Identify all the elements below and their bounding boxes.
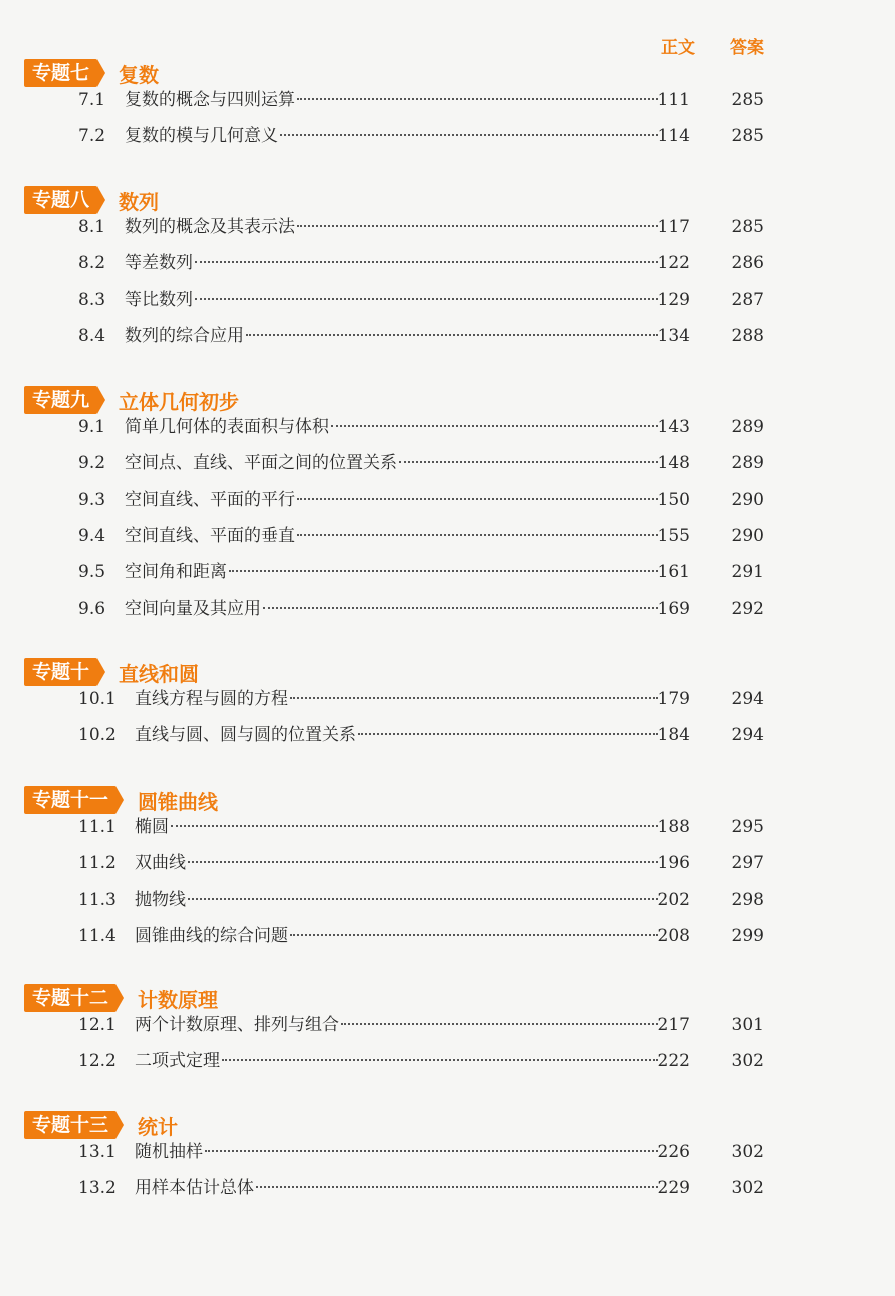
leader-dots xyxy=(297,97,658,100)
entry-title-wrap xyxy=(135,812,658,842)
section-title: 直线和圆 xyxy=(119,661,200,686)
leader-dots xyxy=(331,424,658,427)
entry-title-wrap xyxy=(135,1137,658,1167)
entry-title-wrap xyxy=(135,720,658,750)
entry-title: 空间直线、平面的垂直 xyxy=(125,525,295,546)
section-title: 圆锥曲线 xyxy=(138,789,219,814)
section-header xyxy=(24,385,239,415)
entry-answer-page: 286 xyxy=(731,253,764,274)
entry-title-wrap xyxy=(135,848,658,878)
entry-title: 用样本估计总体 xyxy=(135,1178,254,1199)
entry-page-number: 134 xyxy=(657,325,690,346)
entry-number: 8.2 xyxy=(78,253,106,274)
entry-page-number: 122 xyxy=(657,253,690,274)
leader-dots xyxy=(290,933,658,936)
leader-dots xyxy=(256,1185,658,1188)
section-header xyxy=(24,983,218,1013)
entry-answer-page: 301 xyxy=(731,1015,764,1035)
entry-page-number: 111 xyxy=(657,90,690,110)
entry-title: 抛物线 xyxy=(135,889,186,910)
entry-page-number: 150 xyxy=(657,489,690,510)
leader-dots xyxy=(195,297,658,300)
entry-answer-page: 297 xyxy=(731,853,764,874)
entry-number: 7.2 xyxy=(78,126,106,147)
entry-number: 9.2 xyxy=(78,453,106,474)
leader-dots xyxy=(290,696,658,699)
leader-dots xyxy=(399,460,658,463)
entry-title-wrap xyxy=(135,1173,658,1203)
section-badge: 专题七 xyxy=(24,59,97,87)
entry-answer-page: 285 xyxy=(731,217,764,237)
entry-title: 直线方程与圆的方程 xyxy=(135,689,288,709)
toc-entry[interactable] xyxy=(78,812,768,842)
entry-number: 9.1 xyxy=(78,417,106,437)
entry-page-number: 169 xyxy=(657,598,690,619)
section-title: 数列 xyxy=(119,189,160,214)
entry-title-wrap xyxy=(125,212,658,242)
entry-answer-page: 302 xyxy=(731,1051,764,1072)
entry-page-number: 202 xyxy=(657,889,690,910)
toc-entry[interactable] xyxy=(78,1046,768,1076)
toc-entry[interactable] xyxy=(78,321,768,351)
entry-answer-page: 290 xyxy=(731,489,764,510)
leader-dots xyxy=(297,533,658,536)
leader-dots xyxy=(205,1149,658,1152)
toc-entry[interactable] xyxy=(78,448,768,478)
section-header xyxy=(24,1110,178,1140)
section-header xyxy=(24,58,159,88)
toc-entry[interactable] xyxy=(78,921,768,951)
toc-entry[interactable] xyxy=(78,848,768,878)
toc-entry[interactable] xyxy=(78,557,768,587)
entry-title-wrap xyxy=(135,1046,658,1076)
section-header xyxy=(24,785,218,815)
entry-answer-page: 299 xyxy=(731,925,764,946)
toc-entry[interactable] xyxy=(78,212,768,242)
section-title: 复数 xyxy=(119,62,160,87)
section-badge: 专题十一 xyxy=(24,786,116,814)
entry-answer-page: 302 xyxy=(731,1142,764,1162)
section-badge: 专题九 xyxy=(24,386,97,414)
entry-page-number: 226 xyxy=(657,1142,690,1162)
leader-dots xyxy=(195,260,658,263)
entry-number: 12.2 xyxy=(78,1051,116,1072)
entry-answer-page: 302 xyxy=(731,1178,764,1199)
entry-title: 数列的概念及其表示法 xyxy=(125,217,295,237)
entry-title: 空间直线、平面的平行 xyxy=(125,489,295,510)
entry-title: 复数的模与几何意义 xyxy=(125,126,278,147)
section-badge: 专题八 xyxy=(24,186,97,214)
entry-title-wrap xyxy=(125,557,658,587)
entry-answer-page: 289 xyxy=(731,417,764,437)
toc-entry[interactable] xyxy=(78,121,768,151)
entry-answer-page: 298 xyxy=(731,889,764,910)
leader-dots xyxy=(188,860,658,863)
entry-title-wrap xyxy=(125,248,658,278)
entry-page-number: 208 xyxy=(657,925,690,946)
entry-number: 9.5 xyxy=(78,562,106,583)
entry-page-number: 222 xyxy=(657,1051,690,1072)
entry-title-wrap xyxy=(135,921,658,951)
entry-title: 空间角和距离 xyxy=(125,562,227,583)
entry-title: 椭圆 xyxy=(135,817,169,837)
section-header xyxy=(24,185,159,215)
entry-number: 13.1 xyxy=(78,1142,116,1162)
entry-answer-page: 292 xyxy=(731,598,764,619)
toc-entry[interactable] xyxy=(78,684,768,714)
entry-number: 8.3 xyxy=(78,289,106,310)
toc-entry[interactable] xyxy=(78,720,768,750)
leader-dots xyxy=(229,569,658,572)
section-header xyxy=(24,657,199,687)
toc-entry[interactable] xyxy=(78,594,768,624)
entry-title: 二项式定理 xyxy=(135,1051,220,1072)
entry-page-number: 143 xyxy=(657,417,690,437)
entry-title: 双曲线 xyxy=(135,853,186,874)
entry-answer-page: 285 xyxy=(731,90,764,110)
entry-title-wrap xyxy=(125,485,658,515)
entry-answer-page: 290 xyxy=(731,525,764,546)
entry-page-number: 117 xyxy=(657,217,690,237)
entry-page-number: 217 xyxy=(657,1015,690,1035)
entry-number: 11.2 xyxy=(78,853,116,874)
toc-entry[interactable] xyxy=(78,85,768,115)
entry-title: 复数的概念与四则运算 xyxy=(125,90,295,110)
entry-title: 圆锥曲线的综合问题 xyxy=(135,925,288,946)
entry-answer-page: 294 xyxy=(731,725,764,746)
entry-title: 简单几何体的表面积与体积 xyxy=(125,417,329,437)
entry-answer-page: 288 xyxy=(731,325,764,346)
leader-dots xyxy=(280,133,658,136)
entry-title: 等差数列 xyxy=(125,253,193,274)
entry-answer-page: 291 xyxy=(731,562,764,583)
entry-title: 直线与圆、圆与圆的位置关系 xyxy=(135,725,356,746)
leader-dots xyxy=(263,606,658,609)
toc-entry[interactable] xyxy=(78,1173,768,1203)
entry-title: 空间点、直线、平面之间的位置关系 xyxy=(125,453,397,474)
entry-number: 10.2 xyxy=(78,725,116,746)
entry-page-number: 114 xyxy=(657,126,690,147)
entry-page-number: 184 xyxy=(657,725,690,746)
entry-number: 11.3 xyxy=(78,889,116,910)
section-title: 立体几何初步 xyxy=(119,389,240,414)
toc-entry[interactable] xyxy=(78,885,768,915)
entry-title: 等比数列 xyxy=(125,289,193,310)
toc-entry[interactable] xyxy=(78,1137,768,1167)
column-header-answer: 答案 xyxy=(730,38,764,58)
entry-page-number: 188 xyxy=(657,817,690,837)
section-badge: 专题十二 xyxy=(24,984,116,1012)
entry-page-number: 161 xyxy=(657,562,690,583)
leader-dots xyxy=(246,333,658,336)
entry-answer-page: 289 xyxy=(731,453,764,474)
entry-number: 7.1 xyxy=(78,90,106,110)
entry-answer-page: 295 xyxy=(731,817,764,837)
entry-title: 两个计数原理、排列与组合 xyxy=(135,1015,339,1035)
leader-dots xyxy=(222,1058,658,1061)
entry-number: 9.4 xyxy=(78,525,106,546)
section-title: 统计 xyxy=(138,1114,179,1139)
leader-dots xyxy=(297,497,658,500)
toc-entry[interactable] xyxy=(78,248,768,278)
entry-number: 10.1 xyxy=(78,689,116,709)
entry-title-wrap xyxy=(125,412,658,442)
entry-number: 9.6 xyxy=(78,598,106,619)
section-badge: 专题十三 xyxy=(24,1111,116,1139)
entry-title-wrap xyxy=(125,85,658,115)
entry-title-wrap xyxy=(125,321,658,351)
toc-entry[interactable] xyxy=(78,1010,768,1040)
entry-number: 11.4 xyxy=(78,925,116,946)
entry-title-wrap xyxy=(135,1010,658,1040)
entry-number: 11.1 xyxy=(78,817,116,837)
toc-entry[interactable] xyxy=(78,285,768,315)
leader-dots xyxy=(358,732,658,735)
section-title: 计数原理 xyxy=(138,987,219,1012)
entry-number: 13.2 xyxy=(78,1178,116,1199)
leader-dots xyxy=(297,224,658,227)
entry-answer-page: 294 xyxy=(731,689,764,709)
entry-title: 数列的综合应用 xyxy=(125,325,244,346)
entry-title-wrap xyxy=(125,594,658,624)
entry-number: 9.3 xyxy=(78,489,106,510)
entry-title: 空间向量及其应用 xyxy=(125,598,261,619)
leader-dots xyxy=(188,897,658,900)
entry-page-number: 229 xyxy=(657,1178,690,1199)
entry-number: 8.4 xyxy=(78,325,106,346)
leader-dots xyxy=(171,824,658,827)
toc-entry[interactable] xyxy=(78,485,768,515)
entry-title-wrap xyxy=(125,521,658,551)
entry-title-wrap xyxy=(125,448,658,478)
toc-entry[interactable] xyxy=(78,521,768,551)
entry-page-number: 148 xyxy=(657,453,690,474)
entry-number: 8.1 xyxy=(78,217,106,237)
toc-entry[interactable] xyxy=(78,412,768,442)
entry-title: 随机抽样 xyxy=(135,1142,203,1162)
entry-page-number: 196 xyxy=(657,853,690,874)
section-badge: 专题十 xyxy=(24,658,97,686)
entry-page-number: 179 xyxy=(657,689,690,709)
entry-answer-page: 285 xyxy=(731,126,764,147)
entry-title-wrap xyxy=(135,684,658,714)
entry-title-wrap xyxy=(135,885,658,915)
entry-number: 12.1 xyxy=(78,1015,116,1035)
column-header-body: 正文 xyxy=(661,38,695,58)
entry-title-wrap xyxy=(125,285,658,315)
entry-answer-page: 287 xyxy=(731,289,764,310)
entry-title-wrap xyxy=(125,121,658,151)
leader-dots xyxy=(341,1022,658,1025)
entry-page-number: 129 xyxy=(657,289,690,310)
entry-page-number: 155 xyxy=(657,525,690,546)
